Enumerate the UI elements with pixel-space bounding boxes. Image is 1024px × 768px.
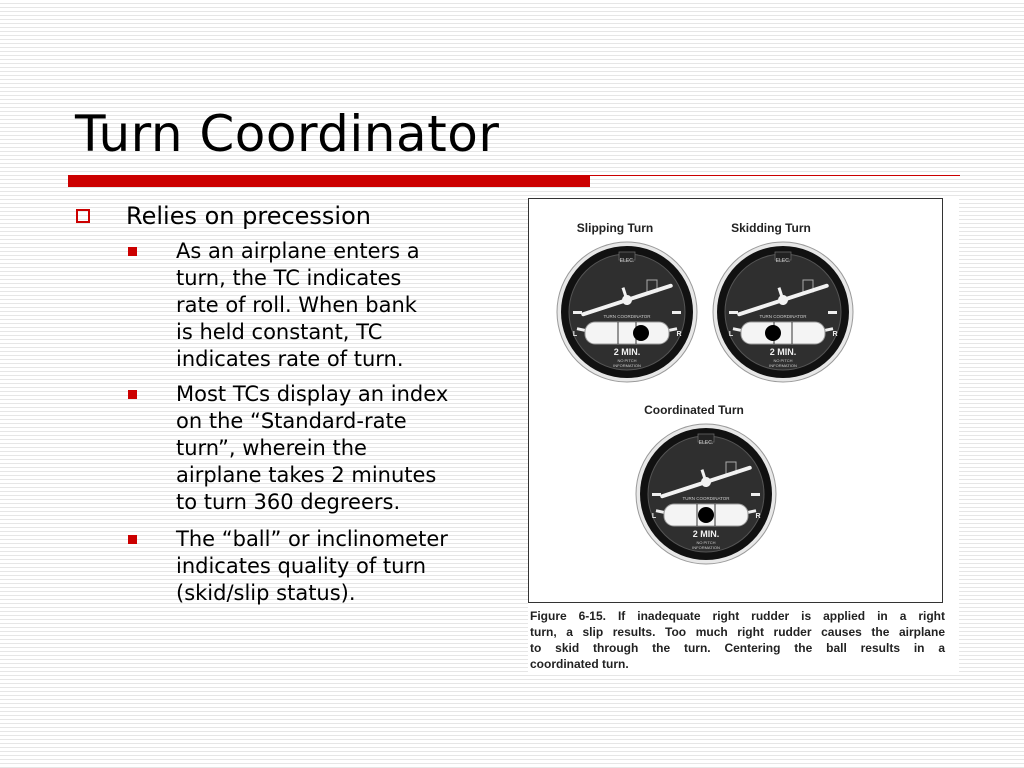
figure-panel (528, 198, 959, 672)
information-label: INFORMATION (769, 363, 797, 368)
red-square-bullet-icon (128, 247, 137, 256)
left-label: L (728, 331, 734, 338)
inclinometer-ball (698, 507, 714, 523)
title-rule (590, 175, 960, 176)
right-label: R (832, 331, 838, 338)
gauge-brand-text: TURN COORDINATOR (759, 314, 807, 319)
red-square-bullet-icon (128, 390, 137, 399)
right-label: R (676, 331, 682, 338)
turn-coordinator-gauge (636, 403, 776, 564)
no-pitch-label: NO PITCH (617, 358, 637, 363)
turn-coordinator-figure (528, 198, 944, 604)
two-minute-label: 2 MIN. (769, 347, 797, 357)
caption-line: coordinated turn. (530, 657, 629, 671)
information-label: INFORMATION (692, 545, 720, 550)
title-accent-bar (68, 175, 590, 187)
no-pitch-label: NO PITCH (773, 358, 793, 363)
no-pitch-label: NO PITCH (696, 540, 716, 545)
gauge-title: Coordinated Turn (644, 403, 744, 417)
slide-title: Turn Coordinator (75, 105, 500, 163)
gauge-brand-text: TURN COORDINATOR (603, 314, 651, 319)
hollow-square-bullet-icon (76, 209, 90, 223)
index-mark (652, 493, 661, 496)
elec-label: ELEC. (619, 258, 635, 264)
sub-bullet-text (176, 381, 521, 516)
turn-coordinator-gauge (713, 221, 853, 382)
text-line: airplane takes 2 minutes (176, 463, 437, 487)
text-line: rate of roll. When bank (176, 293, 417, 317)
text-line: is held constant, TC (176, 320, 383, 344)
caption-line: Figure 6-15. If inadequate right rudder is applied in a right (530, 609, 945, 623)
index-mark (828, 311, 837, 314)
text-line: indicates rate of turn. (176, 347, 404, 371)
text-line: turn, the TC indicates (176, 266, 402, 290)
caption-line: to skid through the turn. Centering the ball results in a (530, 641, 945, 655)
inclinometer-ball (765, 325, 781, 341)
index-mark (751, 493, 760, 496)
text-line: to turn 360 degreers. (176, 490, 401, 514)
right-label: R (755, 513, 761, 520)
sub-bullet-text (176, 238, 521, 373)
inclinometer-ball (633, 325, 649, 341)
two-minute-label: 2 MIN. (613, 347, 641, 357)
gauge-brand-text: TURN COORDINATOR (682, 496, 730, 501)
index-mark (729, 311, 738, 314)
elec-label: ELEC. (698, 440, 714, 446)
sub-bullet-text (176, 526, 521, 607)
two-minute-label: 2 MIN. (692, 529, 720, 539)
gauge-title: Skidding Turn (731, 221, 811, 235)
text-line: on the “Standard-rate (176, 409, 407, 433)
figure-caption (530, 608, 945, 672)
inclinometer-tube (741, 322, 825, 344)
red-square-bullet-icon (128, 535, 137, 544)
text-line: The “ball” or inclinometer (176, 527, 448, 551)
caption-line: turn, a slip results. Too much right rudder causes the airplane (530, 625, 945, 639)
bullet-text: Relies on precession (126, 202, 371, 230)
inclinometer-tube (585, 322, 669, 344)
text-line: indicates quality of turn (176, 554, 427, 578)
left-label: L (651, 513, 657, 520)
text-line: turn”, wherein the (176, 436, 367, 460)
text-line: Most TCs display an index (176, 382, 449, 406)
text-line: (skid/slip status). (176, 581, 356, 605)
index-mark (672, 311, 681, 314)
information-label: INFORMATION (613, 363, 641, 368)
turn-coordinator-gauge (557, 221, 697, 382)
index-mark (573, 311, 582, 314)
left-label: L (572, 331, 578, 338)
elec-label: ELEC. (775, 258, 791, 264)
text-line: As an airplane enters a (176, 239, 420, 263)
gauge-title: Slipping Turn (576, 221, 654, 235)
